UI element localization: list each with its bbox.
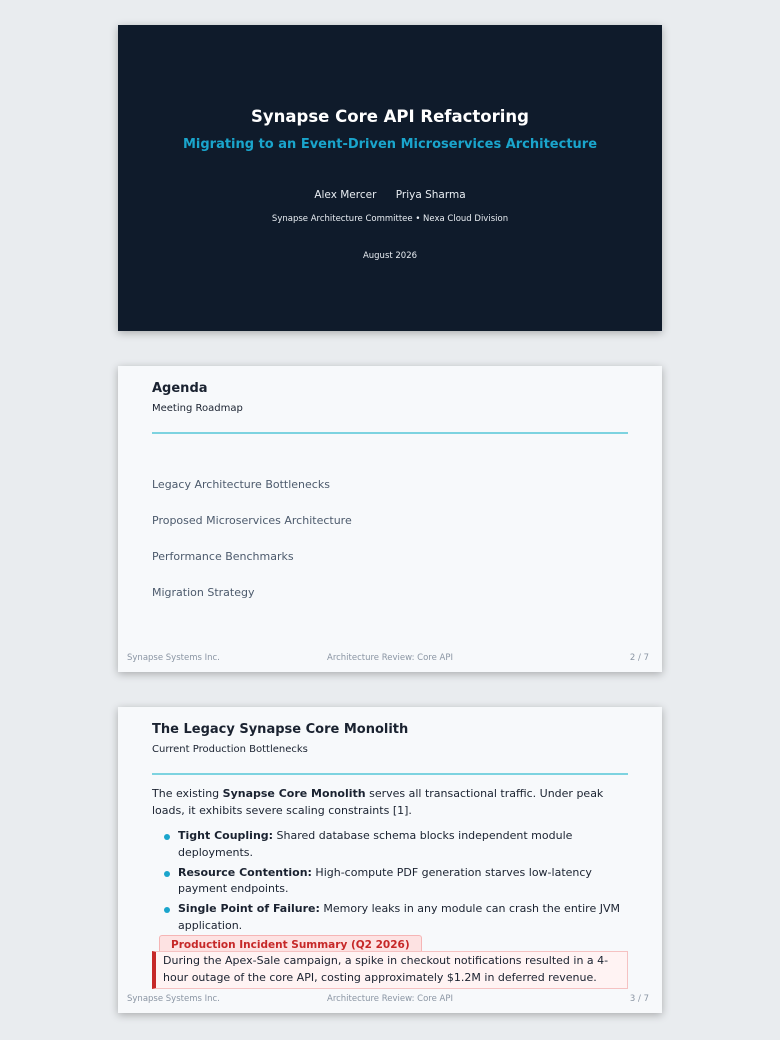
- slide-subtitle: Current Production Bottlenecks: [152, 744, 308, 755]
- alert-block-title: Production Incident Summary (Q2 2026): [159, 935, 422, 953]
- title-divider: [152, 773, 628, 775]
- intro-paragraph: [152, 785, 632, 819]
- bullet-text: High-compute PDF generation starves low-latency payment endpoints.: [178, 865, 592, 895]
- intro-emphasis: Synapse Core Monolith: [222, 787, 366, 800]
- legacy-monolith-slide: [118, 707, 662, 1013]
- footer-title: Architecture Review: Core API: [327, 994, 453, 1004]
- authors: [118, 189, 662, 201]
- presentation-title: Synapse Core API Refactoring: [251, 107, 529, 126]
- slide-subtitle: Meeting Roadmap: [152, 403, 243, 414]
- agenda-item: Performance Benchmarks: [152, 550, 294, 563]
- author-name: Alex Mercer: [314, 189, 377, 201]
- title-divider: [152, 432, 628, 434]
- list-item: [152, 901, 634, 934]
- presentation-date: August 2026: [362, 251, 418, 261]
- bullet-text: Shared database schema blocks independent module deployments.: [178, 829, 573, 859]
- title-slide: [118, 25, 662, 331]
- bullet-term: Tight Coupling:: [178, 829, 274, 842]
- alert-block-body: During the Apex-Sale campaign, a spike in checkout notifications resulted in a 4-hour outage of the core API, costing approximately $1.2M in deferred revenue.: [152, 951, 628, 989]
- bullet-term: Resource Contention:: [178, 865, 312, 879]
- agenda-slide: [118, 366, 662, 672]
- author-name: Priya Sharma: [395, 189, 466, 201]
- footer-page-number: 2 / 7: [629, 653, 649, 663]
- presentation-subtitle: Migrating to an Event-Driven Microservices Architecture: [182, 137, 598, 152]
- bullet-icon: [164, 907, 170, 913]
- agenda-item: Legacy Architecture Bottlenecks: [152, 478, 330, 491]
- footer-page-number: 3 / 7: [629, 994, 649, 1004]
- bullet-icon: [164, 871, 170, 877]
- footer-organization: Synapse Systems Inc.: [127, 653, 220, 663]
- intro-text: The existing: [152, 787, 223, 800]
- institute: Synapse Architecture Committee • Nexa Cloud Division: [271, 214, 509, 224]
- agenda-item: Proposed Microservices Architecture: [152, 514, 352, 527]
- bullet-term: Single Point of Failure:: [178, 902, 320, 915]
- footer-organization: Synapse Systems Inc.: [127, 994, 220, 1004]
- slide-title: Agenda: [152, 381, 208, 396]
- bottleneck-list: [152, 828, 634, 938]
- bullet-icon: [164, 834, 170, 840]
- list-item: [152, 865, 634, 898]
- agenda-item: Migration Strategy: [152, 586, 255, 599]
- slide-title: The Legacy Synapse Core Monolith: [152, 722, 409, 737]
- list-item: [152, 828, 634, 861]
- footer-title: Architecture Review: Core API: [327, 653, 453, 663]
- intro-text: serves all transactional traffic. Under peak loads, it exhibits severe scaling constraints [1].: [152, 787, 604, 817]
- bullet-text: Memory leaks in any module can crash the entire JVM application.: [178, 902, 620, 932]
